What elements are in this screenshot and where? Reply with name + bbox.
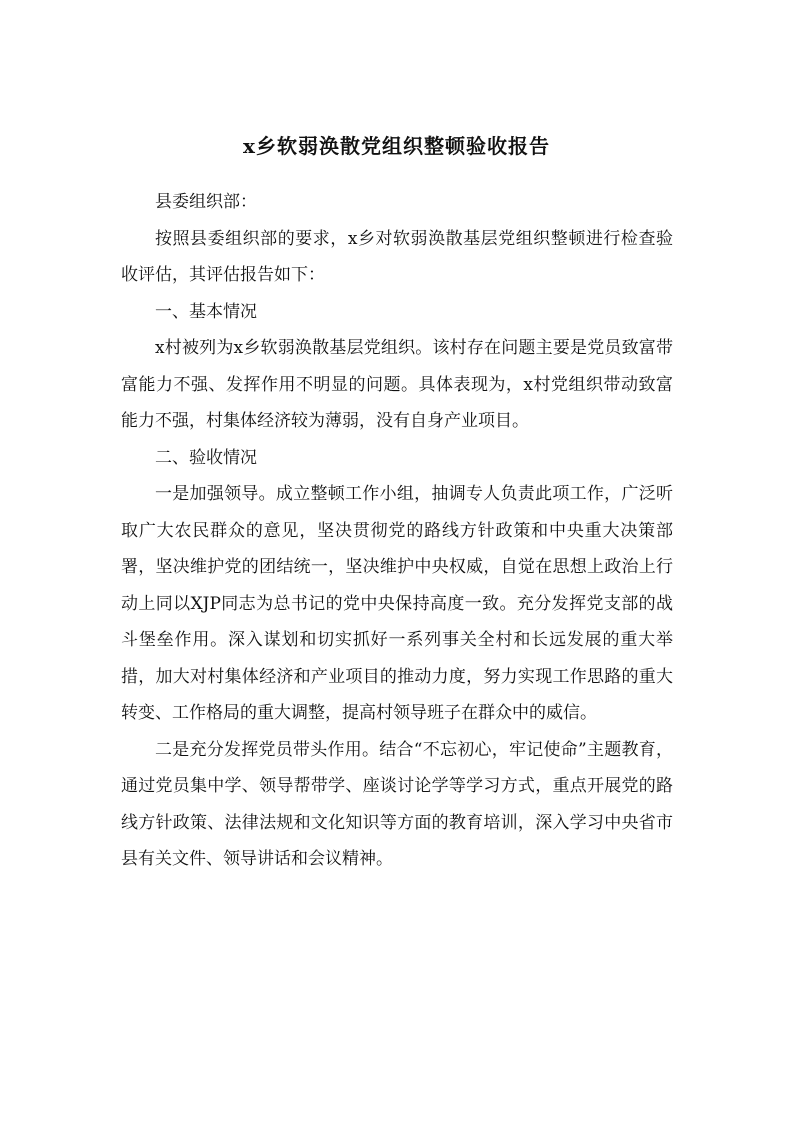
document-body	[121, 184, 673, 878]
salutation: 县委组织部：	[155, 192, 257, 212]
basic-situation-paragraph: x村被列为x乡软弱涣散基层党组织。该村存在问题主要是党员致富带富能力不强、发挥作用不明显的问题。具体表现为，x村党组织带动致富能力不强，村集体经济较为薄弱，没有自身产业项目。	[121, 338, 673, 431]
party-member-role-paragraph: 二是充分发挥党员带头作用。结合“不忘初心，牢记使命”主题教育，通过党员集中学、领导帮带学、座谈讨论学等学习方式，重点开展党的路线方针政策、法律法规和文化知识等方面的教育培训，深入学习中央省市县有关文件、领导讲话和会议精神。	[121, 739, 673, 869]
document-title: x乡软弱涣散党组织整顿验收报告	[243, 134, 550, 158]
section-heading-acceptance: 二、验收情况	[155, 447, 257, 468]
section-heading-basic-situation: 一、基本情况	[155, 301, 257, 322]
leadership-paragraph: 一是加强领导。成立整顿工作小组，抽调专人负责此项工作，广泛听取广大农民群众的意见，坚决贯彻党的路线方针政策和中央重大决策部署，坚决维护党的团结统一，坚决维护中央权威，自觉在思想上政治上行动上同以XJP同志为总书记的党中央保持高度一致。充分发挥党支部的战斗堡垒作用。深入谋划和切实抓好一系列事关全村和长远发展的重大举措，加大对村集体经济和产业项目的推动力度，努力实现工作思路的重大转变、工作格局的重大调整，提高村领导班子在群众中的威信。	[121, 484, 673, 723]
intro-paragraph: 按照县委组织部的要求，x乡对软弱涣散基层党组织整顿进行检查验收评估，其评估报告如下：	[121, 228, 673, 285]
